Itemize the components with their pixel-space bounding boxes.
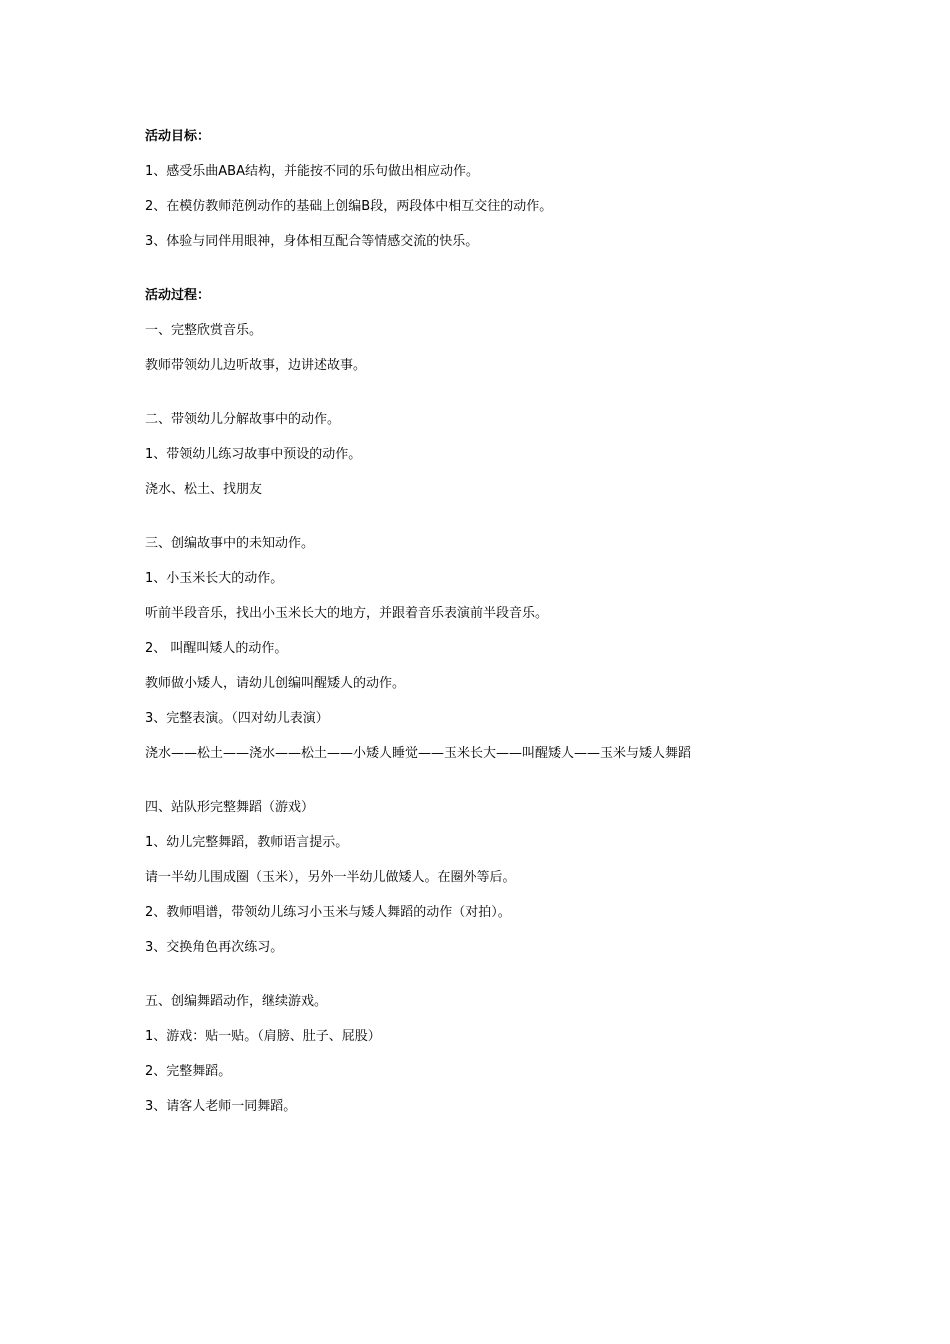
process-heading: 活动过程： bbox=[145, 288, 211, 303]
section-title: 四、站队形完整舞蹈（游戏） bbox=[145, 800, 315, 815]
objective-item: 2、在模仿教师范例动作的基础上创编B段，两段体中相互交往的动作。 bbox=[145, 199, 553, 214]
section-line: 1、带领幼儿练习故事中预设的动作。 bbox=[145, 447, 362, 462]
section-line: 1、游戏：贴一贴。（肩膀、肚子、屁股） bbox=[145, 1029, 381, 1044]
section-line: 听前半段音乐，找出小玉米长大的地方，并跟着音乐表演前半段音乐。 bbox=[145, 606, 549, 621]
objective-item: 3、体验与同伴用眼神，身体相互配合等情感交流的快乐。 bbox=[145, 234, 479, 249]
section-line: 3、请客人老师一同舞蹈。 bbox=[145, 1099, 297, 1114]
section-line: 3、完整表演。（四对幼儿表演） bbox=[145, 711, 329, 726]
section-line: 教师做小矮人，请幼儿创编叫醒矮人的动作。 bbox=[145, 676, 406, 691]
section-line: 2、教师唱谱，带领幼儿练习小玉米与矮人舞蹈的动作（对拍）。 bbox=[145, 905, 511, 920]
section-line: 2、完整舞蹈。 bbox=[145, 1064, 232, 1079]
section-line: 教师带领幼儿边听故事，边讲述故事。 bbox=[145, 358, 367, 373]
section-line: 2、 叫醒叫矮人的动作。 bbox=[145, 641, 288, 656]
objectives-heading: 活动目标： bbox=[145, 129, 211, 144]
section-line: 请一半幼儿围成圈（玉米），另外一半幼儿做矮人。在圈外等后。 bbox=[145, 870, 516, 885]
section-title: 二、带领幼儿分解故事中的动作。 bbox=[145, 412, 341, 427]
objective-item: 1、感受乐曲ABA结构，并能按不同的乐句做出相应动作。 bbox=[145, 164, 479, 179]
section-line: 浇水、松土、找朋友 bbox=[145, 482, 263, 497]
section-line: 3、交换角色再次练习。 bbox=[145, 940, 284, 955]
section-line: 1、幼儿完整舞蹈，教师语言提示。 bbox=[145, 835, 349, 850]
section-line: 1、小玉米长大的动作。 bbox=[145, 571, 284, 586]
section-title: 三、创编故事中的未知动作。 bbox=[145, 536, 315, 551]
section-title: 五、创编舞蹈动作，继续游戏。 bbox=[145, 994, 328, 1009]
section-line: 浇水——松土——浇水——松土——小矮人睡觉——玉米长大——叫醒矮人——玉米与矮人舞蹈 bbox=[145, 746, 692, 761]
section-title: 一、完整欣赏音乐。 bbox=[145, 323, 263, 338]
